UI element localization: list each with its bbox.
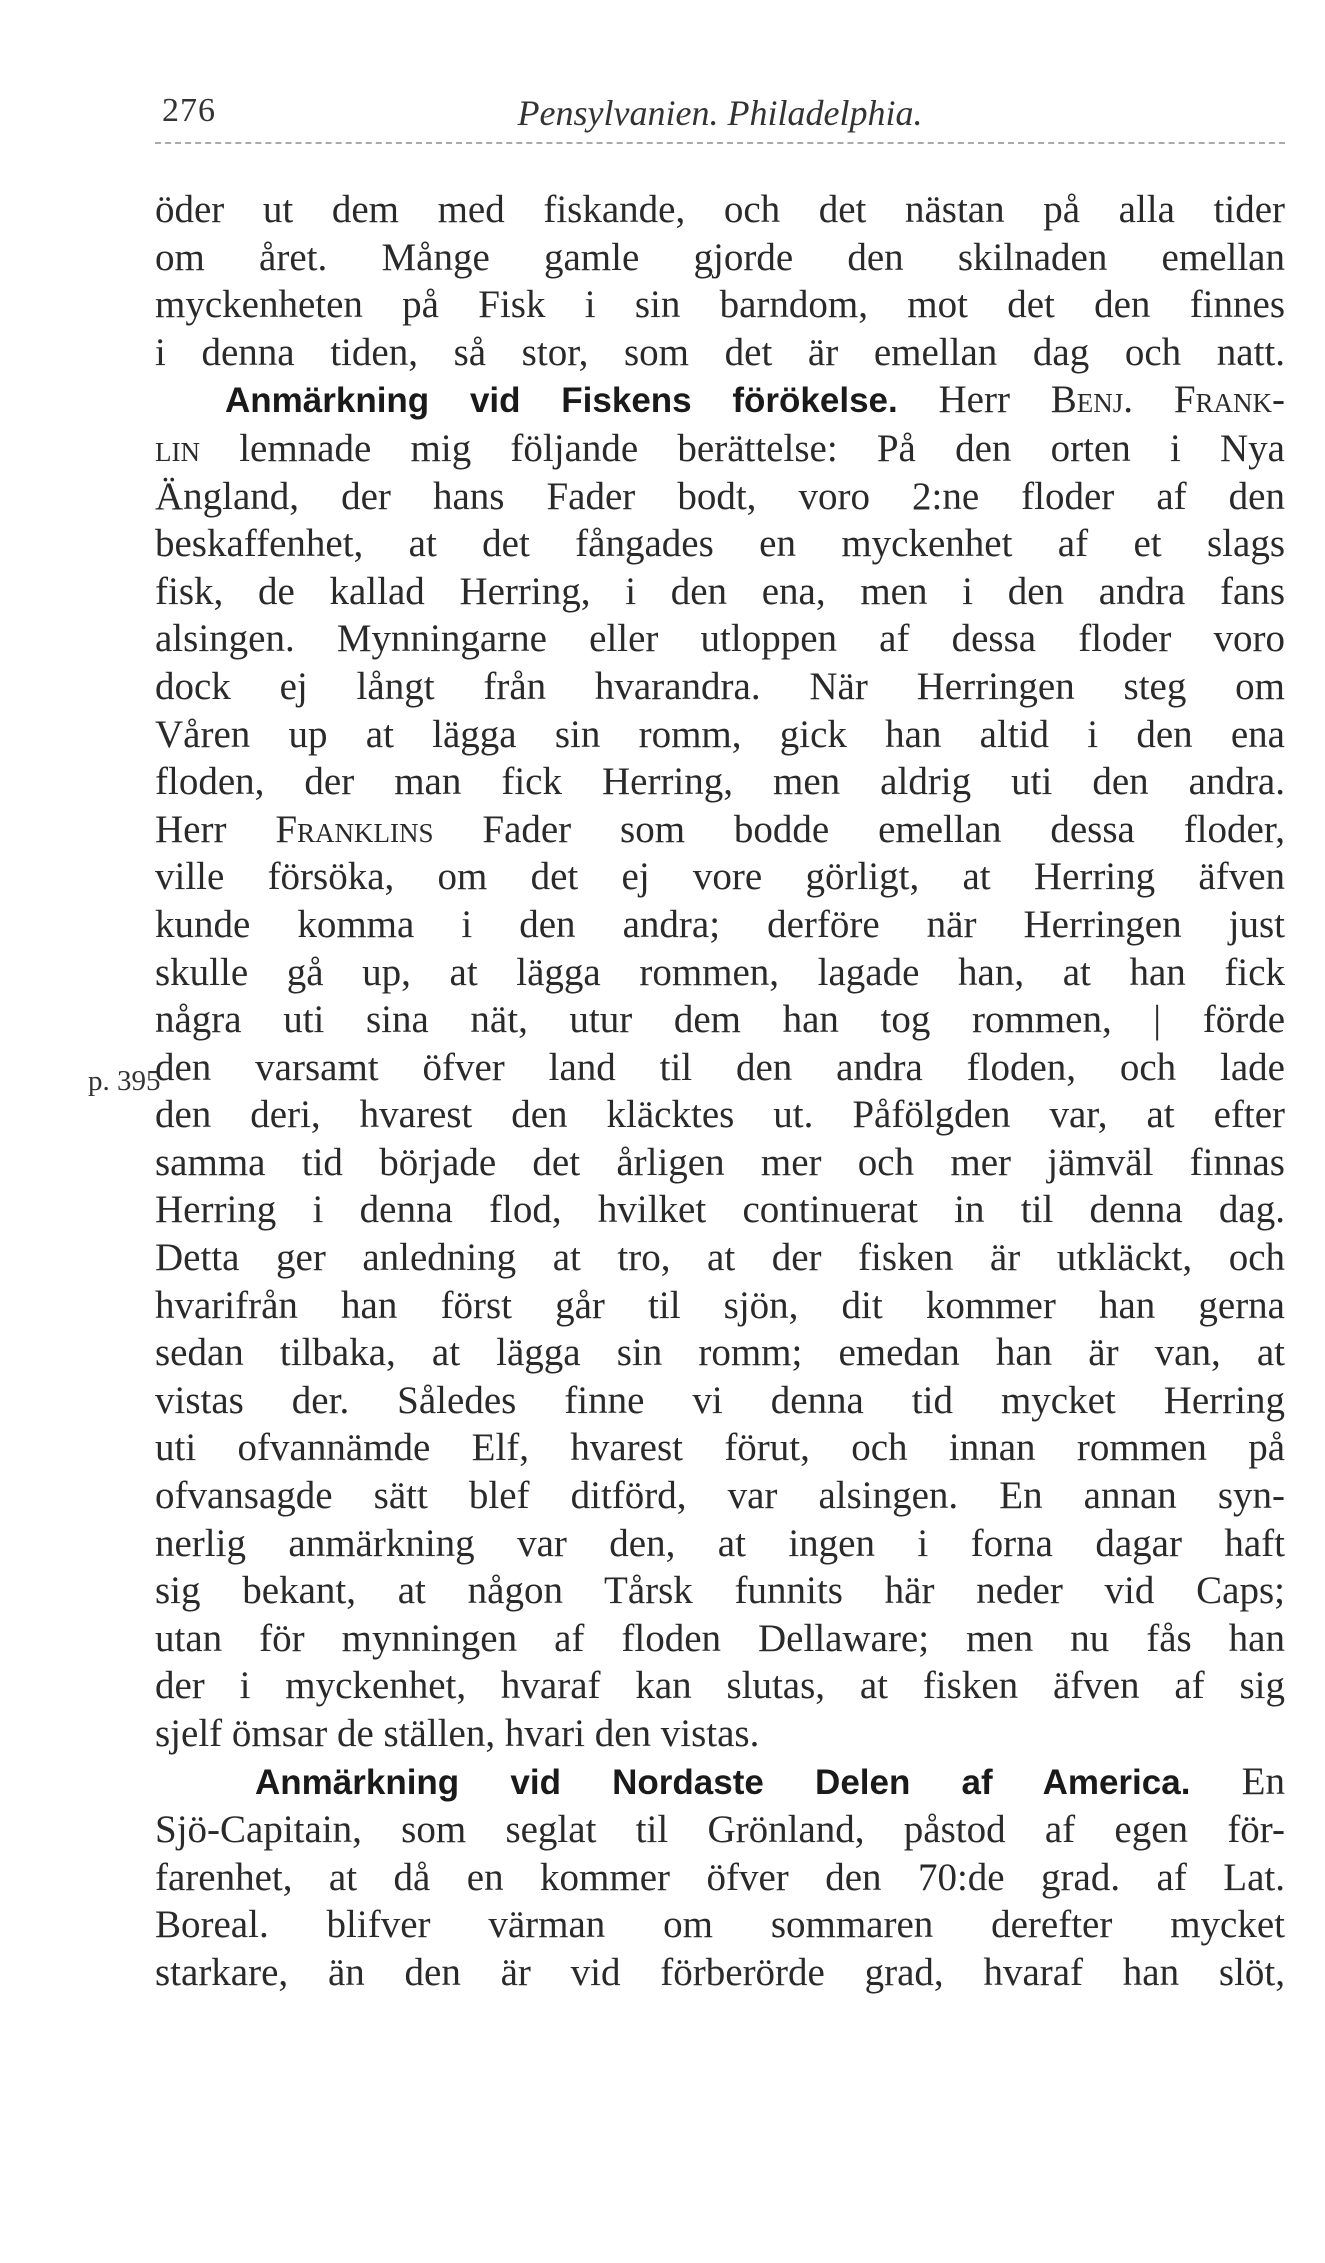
text-line: kunde komma i den andra; derföre när Herringen just [155, 902, 1285, 946]
page-header [155, 92, 1285, 132]
text-line: lin lemnade mig följande berättelse: På den orten i Nya [155, 426, 1285, 470]
text-line: myckenheten på Fisk i sin barndom, mot det den finnes [155, 283, 1285, 327]
text-line: Boreal. blifver värman om sommaren derefter mycket [155, 1903, 1285, 1947]
text-line: Ängland, der hans Fader bodt, voro 2:ne floder af den [155, 474, 1285, 518]
text-line: Sjö-Capitain, som seglat til Grönland, påstod af egen för- [155, 1808, 1285, 1852]
text-line: i denna tiden, så stor, som det är emellan dag och natt. [155, 330, 1285, 374]
name-benj: Benj. [1050, 378, 1134, 422]
body-text [155, 186, 1285, 1997]
name-frank: Frank- [1173, 378, 1286, 422]
text-line: om året. Månge gamle gjorde den skilnaden emellan [155, 235, 1285, 279]
text-line: starkare, än den är vid förberörde grad, hvaraf han slöt, [155, 1950, 1285, 1994]
text-line: sjelf ömsar de ställen, hvari den vistas. [155, 1712, 760, 1755]
text-line: ofvansagde sätt blef ditförd, var alsingen. En annan syn- [155, 1474, 1285, 1518]
text-line: Anmärkning vid Nordaste Delen af America. En [255, 1759, 1285, 1803]
text-line: skulle gå up, at lägga rommen, lagade han, at han fick [155, 950, 1285, 994]
section-heading-fish: Anmärkning vid Fiskens förökelse. [225, 381, 898, 421]
text-line: beskaffenhet, at det fångades en myckenhet af et slags [155, 522, 1285, 566]
text-line: fisk, de kallad Herring, i den ena, men i den andra fans [155, 569, 1285, 613]
text-line: der i myckenhet, hvaraf kan slutas, at fisken äfven af sig [155, 1664, 1285, 1708]
text-line: Våren up at lägga sin romm, gick han altid i den ena [155, 712, 1285, 756]
text-line: sig bekant, at någon Tårsk funnits här neder vid Caps; [155, 1569, 1285, 1613]
text-line: utan för mynningen af floden Dellaware; men nu fås han [155, 1616, 1285, 1660]
text-line: sedan tilbaka, at lägga sin romm; emedan han är van, at [155, 1331, 1285, 1375]
text-line: Herr Franklins Fader som bodde emellan dessa floder, [155, 807, 1285, 851]
margin-page-reference: p. 395 [88, 1065, 161, 1097]
text-line: Anmärkning vid Fiskens förökelse. Herr Benj. Frank- [225, 378, 1286, 422]
text-line: samma tid började det årligen mer och mer jämväl finnas [155, 1140, 1285, 1184]
header-rule [155, 142, 1285, 144]
text-line: ville försöka, om det ej vore görligt, at Herring äfven [155, 855, 1285, 899]
text-line: hvarifrån han först går til sjön, dit kommer han gerna [155, 1283, 1285, 1327]
text-line: Detta ger anledning at tro, at der fisken är utkläckt, och [155, 1236, 1285, 1280]
text-line: öder ut dem med fiskande, och det nästan på alla tider [155, 188, 1285, 231]
page-number: 276 [162, 92, 216, 129]
name-lin: lin [155, 426, 200, 470]
text-line: vistas der. Således finne vi denna tid mycket Herring [155, 1378, 1285, 1422]
text-line: den deri, hvarest den kläcktes ut. Påfölgden var, at efter [155, 1093, 1285, 1137]
running-head: Pensylvanien. Philadelphia. [517, 93, 923, 133]
text-line: Herring i denna flod, hvilket continuerat in til denna dag. [155, 1188, 1285, 1232]
text-line: några uti sina nät, utur dem han tog rommen, | förde [155, 998, 1285, 1042]
name-franklins: Franklins [275, 807, 434, 851]
text-line: dock ej långt från hvarandra. När Herringen steg om [155, 664, 1285, 708]
section-heading-america: Anmärkning vid Nordaste Delen af America. [255, 1762, 1191, 1802]
text-line: nerlig anmärkning var den, at ingen i forna dagar haft [155, 1521, 1285, 1565]
text-line: alsingen. Mynningarne eller utloppen af dessa floder voro [155, 617, 1285, 661]
text-line: floden, der man fick Herring, men aldrig uti den andra. [155, 760, 1285, 804]
text-line: den varsamt öfver land til den andra floden, och lade [155, 1045, 1285, 1089]
text-line: farenhet, at då en kommer öfver den 70:de grad. af Lat. [155, 1855, 1285, 1899]
text-line: uti ofvannämde Elf, hvarest förut, och innan rommen på [155, 1426, 1285, 1470]
